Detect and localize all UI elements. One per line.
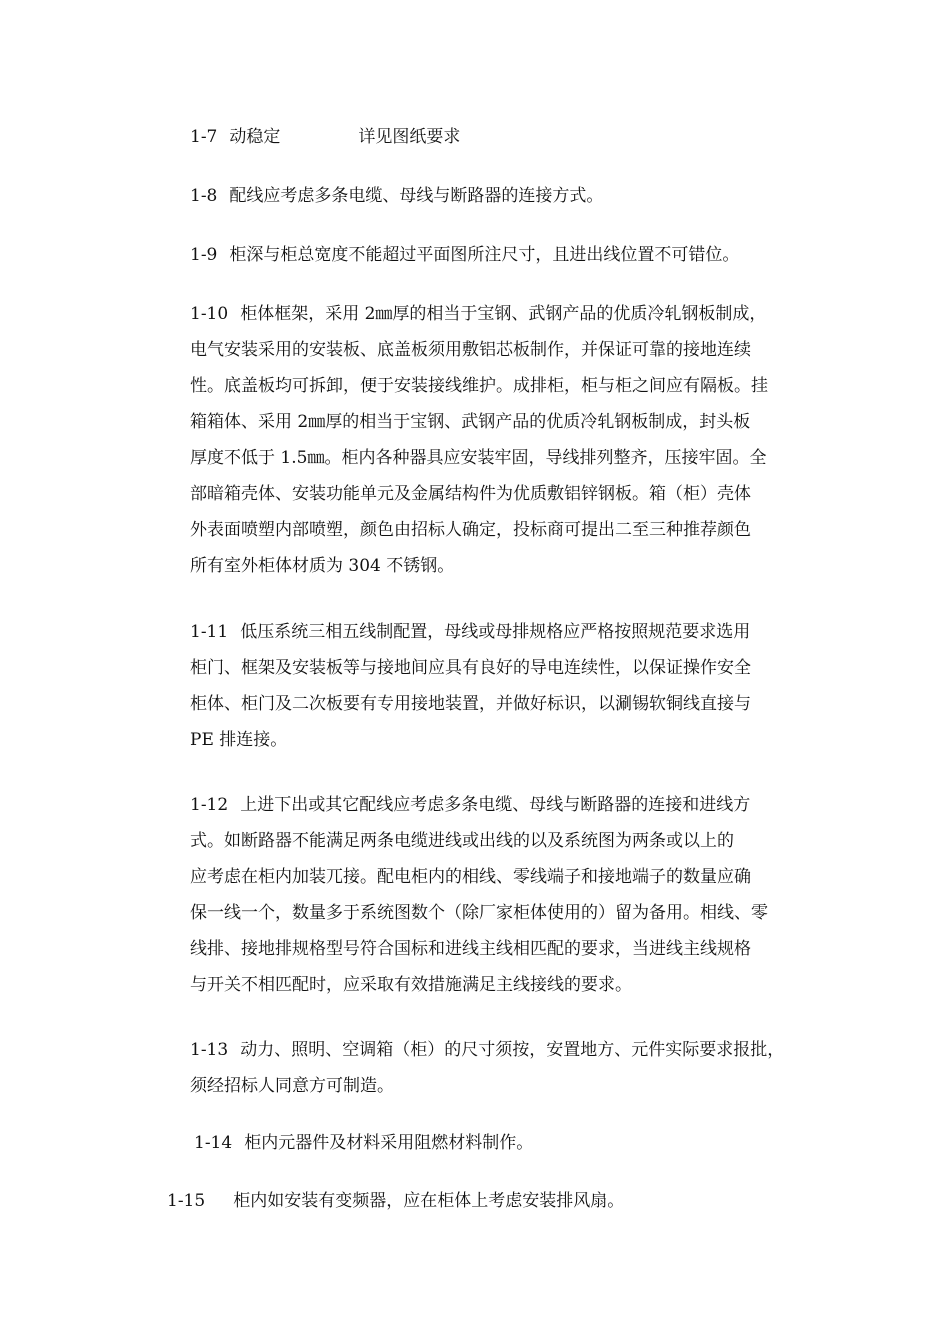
- item-text: 动稳定: [229, 127, 281, 147]
- item-number: 1-7: [190, 127, 218, 147]
- item-1-8: [190, 186, 603, 206]
- item-1-14: [194, 1133, 533, 1153]
- item-text-line: 保一线一个，数量多于系统图数个（除厂家柜体使用的）留为备用。相线、零: [190, 903, 768, 923]
- item-text: 配线应考虑多条电缆、母线与断路器的连接方式。: [229, 186, 604, 206]
- item-text: 柜内如安装有变频器，应在柜体上考虑安装排风扇。: [233, 1191, 625, 1211]
- item-1-15: [167, 1191, 624, 1211]
- item-text-line: 柜体框架，采用 2㎜厚的相当于宝钢、武钢产品的优质冷轧钢板制成，: [240, 304, 767, 324]
- item-number: 1-14: [194, 1133, 233, 1153]
- item-1-9: [190, 245, 739, 265]
- item-text: 柜内元器件及材料采用阻燃材料制作。: [244, 1133, 534, 1153]
- item-text-line: 电气安装采用的安装板、底盖板须用敷铝芯板制作，并保证可靠的接地连续: [190, 340, 751, 360]
- item-1-11: [190, 622, 750, 642]
- item-extra-text: 详见图纸要求: [358, 127, 461, 147]
- item-text-line: 低压系统三相五线制配置，母线或母排规格应严格按照规范要求选用: [240, 622, 751, 642]
- item-1-13: [190, 1040, 784, 1060]
- item-text-line: 与开关不相匹配时，应采取有效措施满足主线接线的要求。: [190, 975, 632, 995]
- item-text-line: 须经招标人同意方可制造。: [190, 1076, 394, 1096]
- item-1-10: [190, 304, 766, 324]
- item-number: 1-9: [190, 245, 218, 265]
- item-number: 1-8: [190, 186, 218, 206]
- item-text-line: 所有室外柜体材质为 304 不锈钢。: [190, 556, 455, 576]
- item-text: 柜深与柜总宽度不能超过平面图所注尺寸，且进出线位置不可错位。: [229, 245, 740, 265]
- item-number: 1-15: [167, 1191, 206, 1211]
- item-number: 1-12: [190, 795, 229, 815]
- item-text-line: 应考虑在柜内加装兀接。配电柜内的相线、零线端子和接地端子的数量应确: [190, 867, 751, 887]
- item-1-12: [190, 795, 750, 815]
- item-text-line: 线排、接地排规格型号符合国标和进线主线相匹配的要求，当进线主线规格: [190, 939, 751, 959]
- item-text-line: 式。如断路器不能满足两条电缆进线或出线的以及系统图为两条或以上的: [190, 831, 734, 851]
- item-text-line: 厚度不低于 1.5㎜。柜内各种器具应安装牢固，导线排列整齐，压接牢固。全: [190, 448, 767, 468]
- item-number: 1-11: [190, 622, 229, 642]
- item-1-7: [190, 127, 460, 147]
- item-text-line: PE 排连接。: [190, 730, 288, 750]
- item-text-line: 部暗箱壳体、安装功能单元及金属结构件为优质敷铝锌钢板。箱（柜）壳体: [190, 484, 751, 504]
- item-text-line: 性。底盖板均可拆卸，便于安装接线维护。成排柜，柜与柜之间应有隔板。挂: [190, 376, 768, 396]
- item-text-line: 柜门、框架及安装板等与接地间应具有良好的导电连续性，以保证操作安全: [190, 658, 751, 678]
- item-text-line: 动力、照明、空调箱（柜）的尺寸须按，安置地方、元件实际要求报批，: [240, 1040, 785, 1060]
- item-number: 1-10: [190, 304, 229, 324]
- item-text-line: 上进下出或其它配线应考虑多条电缆、母线与断路器的连接和进线方: [240, 795, 751, 815]
- item-text-line: 外表面喷塑内部喷塑，颜色由招标人确定，投标商可提出二至三种推荐颜色: [190, 520, 751, 540]
- item-number: 1-13: [190, 1040, 229, 1060]
- item-text-line: 柜体、柜门及二次板要有专用接地装置，并做好标识，以涮锡软铜线直接与: [190, 694, 751, 714]
- item-text-line: 箱箱体、采用 2㎜厚的相当于宝钢、武钢产品的优质冷轧钢板制成，封头板: [190, 412, 751, 432]
